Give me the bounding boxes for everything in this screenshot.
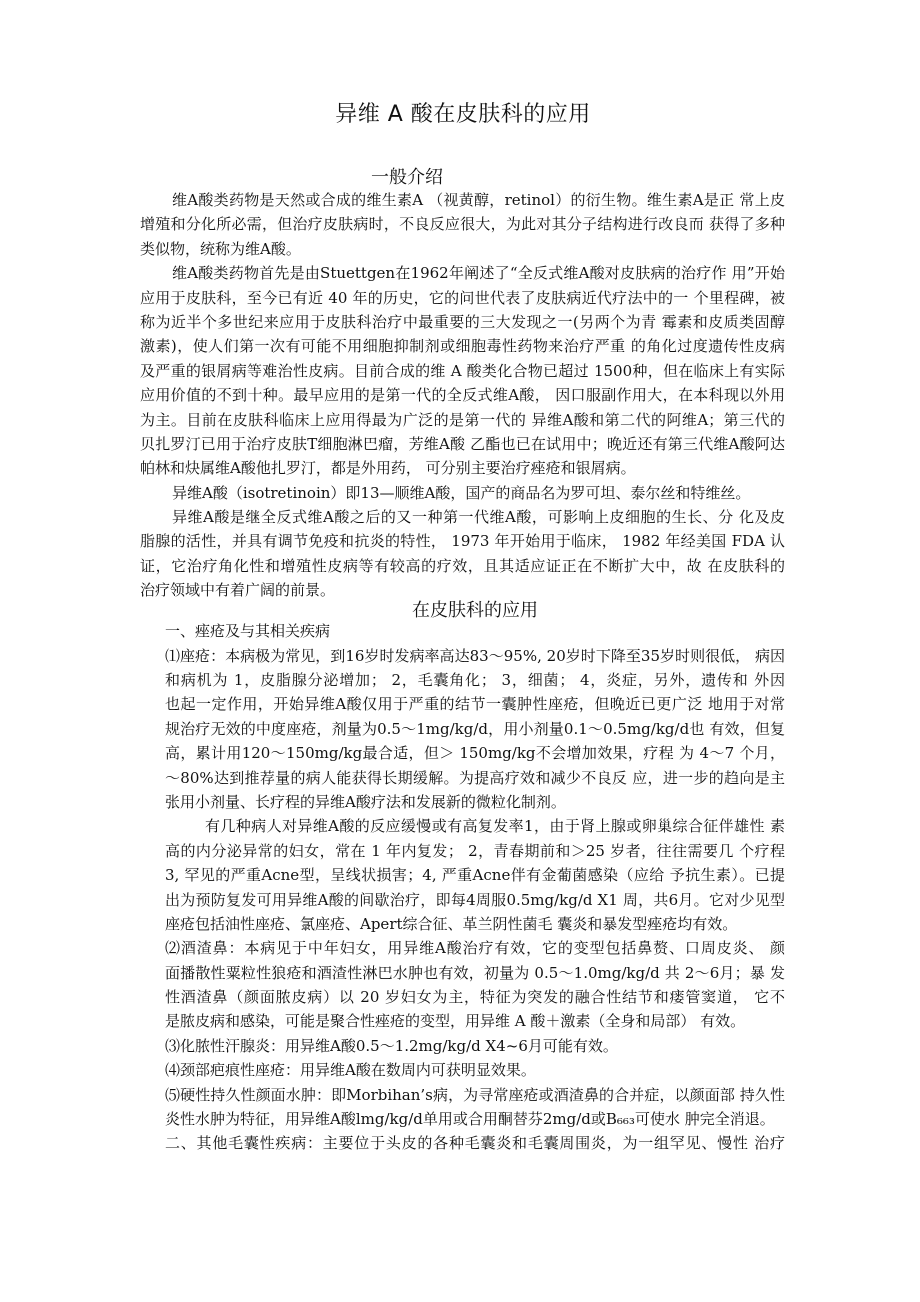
text-line: 增殖和分化所必需，但治疗皮肤病时，不良反应很大，为此对其分子结构进行改良而 获得了多种 bbox=[140, 215, 785, 234]
text-line: 出为预防复发可用异维A酸的间歇治疗，即每4周服0.5mg/kg/d X1 周，共6月。它对少见型 bbox=[165, 890, 785, 909]
paragraph bbox=[140, 188, 785, 261]
paragraph bbox=[140, 1131, 785, 1155]
section-heading-applications: 在皮肤科的应用 bbox=[412, 599, 538, 621]
document-title: 异维 A 酸在皮肤科的应用 bbox=[335, 102, 591, 127]
paragraph bbox=[140, 261, 785, 481]
text-line: 高，累计用120〜150mg/kg最合适，但＞ 150mg/kg不会增加效果，疗程 为 4〜7 个月， bbox=[165, 744, 785, 763]
text-line: 帕林和炔属维A酸他扎罗汀，都是外用药， 可分别主要治疗痤疮和银屑病。 bbox=[140, 459, 636, 478]
paragraph bbox=[140, 1058, 785, 1082]
text-line: 异维A酸（isotretinoin）即13—顺维A酸，国产的商品名为罗可坦、泰尔丝和特维丝。 bbox=[172, 483, 751, 502]
paragraph bbox=[140, 1034, 785, 1058]
text-line: 类似物，统称为维A酸。 bbox=[140, 239, 301, 258]
text-line: 张用小剂量、长疗程的异维A酸疗法和发展新的微粒化制剂。 bbox=[165, 792, 566, 811]
paragraph bbox=[140, 505, 785, 603]
text-line: ⑷颈部疤痕性座疮：用异维A酸在数周内可获明显效果。 bbox=[165, 1061, 536, 1080]
paragraph bbox=[140, 1083, 785, 1132]
text-line: ⑶化脓性汗腺炎：用异维A酸0.5〜1.2mg/kg/d X4~6月可能有效。 bbox=[165, 1036, 618, 1055]
text-line: 也起一定作用，开始异维A酸仅用于严重的结节一囊肿性座疮，但晚近已更广泛 地用于对常 bbox=[165, 695, 785, 714]
text-line: 高的内分泌异常的妇女，常在 1 年内复发； 2，青春期前和＞25 岁者，往往需要几 个疗程 bbox=[165, 841, 785, 860]
text-line: 面播散性粟粒性狼疮和酒渣性淋巴水肿也有效，初量为 0.5〜1.0mg/kg/d 共 2〜6月；暴 发 bbox=[165, 963, 785, 982]
text-line: ⑴座疮：本病极为常见，到16岁时发病率高达83〜95%, 20岁时下降至35岁时则很低， 病因 bbox=[165, 646, 785, 665]
text-line: 3, 罕见的严重Acne型，呈线状损害；4, 严重Acne伴有金葡菌感染（应给 予抗生素）。已提 bbox=[165, 866, 785, 885]
text-line: 及严重的银屑病等难治性皮病。目前合成的维 A 酸类化合物已超过 1500种，但在临床上有实际 bbox=[140, 361, 785, 380]
paragraph bbox=[140, 481, 785, 505]
text-line: 激素)，使人们第一次有可能不用细胞抑制剂或细胞毒性药物来治疗严重 的角化过度遗传性皮病 bbox=[140, 337, 785, 356]
text-line: 和病机为 1，皮脂腺分泌增加； 2，毛囊角化； 3，细菌； 4，炎症，另外，遗传和 外因 bbox=[165, 671, 785, 690]
text-line: 〜80%达到推荐量的病人能获得长期缓解。为提高疗效和减少不良反 应，进一步的趋向是主 bbox=[165, 768, 785, 787]
paragraph bbox=[140, 619, 785, 643]
text-line: ⑸硬性持久性颜面水肿：即Morbihan’s病，为寻常座疮或酒渣鼻的合并症，以颜面部 持久性 bbox=[165, 1085, 785, 1104]
text-line: 贝扎罗汀已用于治疗皮肤T细胞淋巴瘤，芳维A酸 乙酯也已在试用中；晚近还有第三代维A酸阿达 bbox=[140, 434, 785, 453]
text-line: 有几种病人对异维A酸的反应缓慢或有高复发率1，由于肾上腺或卵巢综合征伴雄性 素 bbox=[205, 817, 785, 836]
section-heading-introduction: 一般介绍 bbox=[371, 167, 443, 188]
text-line: 称为近半个多世纪来应用于皮肤科治疗中最重要的三大发现之一(另两个为青 霉素和皮质类固醇 bbox=[140, 312, 785, 331]
text-line: 性酒渣鼻（颜面脓皮病）以 20 岁妇女为主，特征为突发的融合性结节和瘘管窦道， 它不 bbox=[165, 988, 785, 1007]
paragraph bbox=[140, 814, 785, 936]
text-line: 异维A酸是继全反式维A酸之后的又一种第一代维A酸，可影响上皮细胞的生长、分 化及皮 bbox=[172, 508, 785, 527]
text-line: 为主。目前在皮肤科临床上应用得最为广泛的是第一代的 异维A酸和第二代的阿维A；第三代的 bbox=[140, 410, 785, 429]
text-line: 是脓皮病和感染，可能是聚合性痤疮的变型，用异维 A 酸＋激素（全身和局部） 有效。 bbox=[165, 1012, 746, 1031]
text-line: 规治疗无效的中度座疮，剂量为0.5〜1mg/kg/d，用小剂量0.1〜0.5mg/kg/d也 有效，但复 bbox=[165, 719, 785, 738]
text-line: 证，它治疗角化性和增殖性皮病等有较高的疗效，且其适应证正在不断扩大中，故 在皮肤科的 bbox=[140, 556, 785, 575]
text-line: 应用于皮肤科，至今已有近 40 年的历史，它的问世代表了皮肤病近代疗法中的一 个里程碑，被 bbox=[140, 288, 785, 307]
paragraph bbox=[140, 644, 785, 815]
text-line: 炎性水肿为特征，用异维A酸lmg/kg/d单用或合用酮替芬2mg/d或B₆₆₃可使水 肿完全消退。 bbox=[165, 1110, 775, 1129]
text-line: ⑵酒渣鼻：本病见于中年妇女，用异维A酸治疗有效，它的变型包括鼻赘、口周皮炎、 颜 bbox=[165, 939, 785, 958]
text-line: 维A酸类药物首先是由Stuettgen在1962年阐述了“全反式维A酸对皮肤病的治疗作 用”开始 bbox=[172, 264, 785, 283]
text-line: 二、其他毛囊性疾病：主要位于头皮的各种毛囊炎和毛囊周围炎，为一组罕见、慢性 治疗 bbox=[165, 1134, 785, 1153]
document-body bbox=[140, 188, 785, 1156]
text-line: 维A酸类药物是天然或合成的维生素A （视黄醇，retinol）的衍生物。维生素A是正 常上皮 bbox=[172, 191, 785, 209]
text-line: 应用价值的不到十种。最早应用的是第一代的全反式维A酸， 因口服副作用大，在本科现以外用 bbox=[140, 386, 785, 405]
text-line: 座疮包括油性座疮、氯座疮、Apert综合征、革兰阴性菌毛 囊炎和暴发型痤疮均有效。 bbox=[165, 914, 738, 933]
text-line: 一、痤疮及与其相关疾病 bbox=[165, 622, 331, 641]
text-line: 脂腺的活性，并具有调节免疫和抗炎的特性， 1973 年开始用于临床， 1982 年经美国 FDA 认 bbox=[140, 532, 785, 551]
paragraph bbox=[140, 936, 785, 1034]
text-line: 治疗领域中有着广阔的前景。 bbox=[140, 581, 336, 600]
